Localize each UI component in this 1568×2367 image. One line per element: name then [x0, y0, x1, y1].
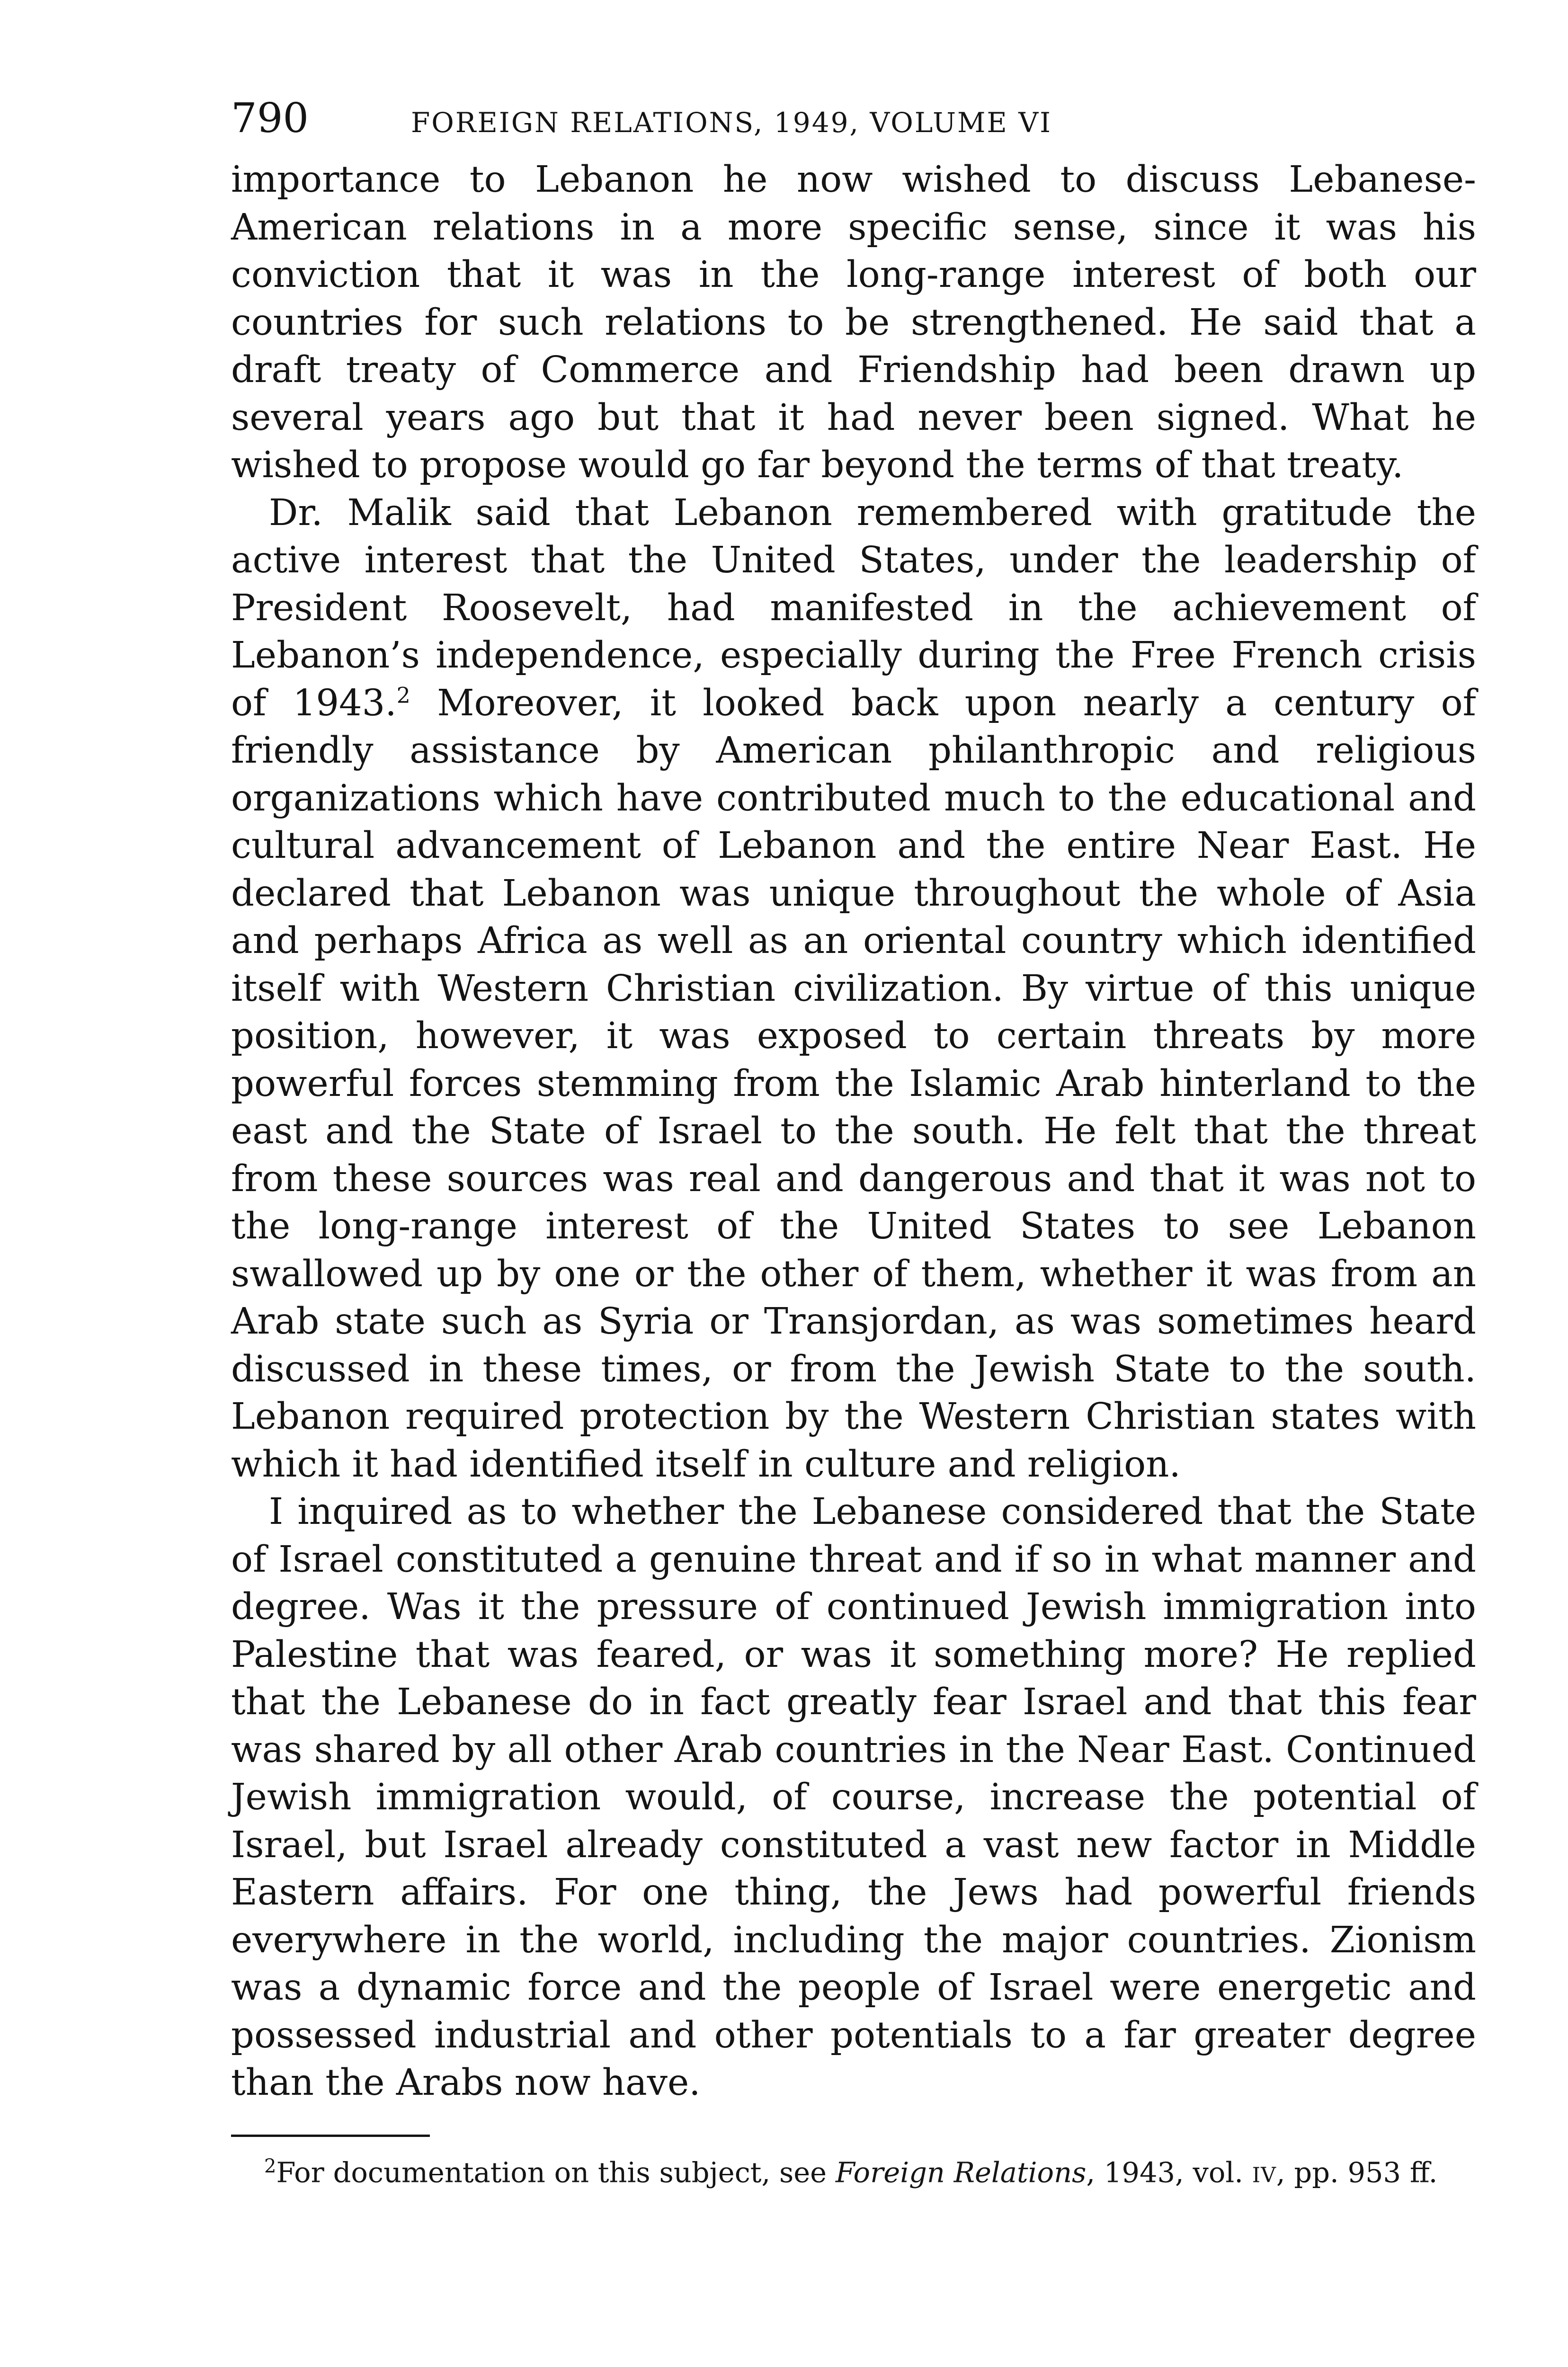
footnote-volume: IV [1252, 2163, 1276, 2188]
footnote-divider [231, 2135, 430, 2137]
body-text [231, 156, 1476, 2107]
page-number: 790 [231, 95, 309, 142]
footnote-text-after: , pp. 953 ff. [1276, 2156, 1438, 2189]
paragraph-2-part-a: Dr. Malik said that Lebanon remembered with gratitude the active interest that the United States, under the leadership of President Roosevelt, had manifested in the achievement of Lebanon’s independence, especially during the Free French crisis of 1943. [231, 491, 1476, 724]
running-head [231, 95, 1476, 156]
document-page [231, 95, 1476, 2194]
paragraph-2 [231, 489, 1476, 1489]
running-title: FOREIGN RELATIONS, 1949, VOLUME VI [411, 107, 1052, 139]
paragraph-1: importance to Lebanon he now wished to discuss Lebanese-American relations in a more specific sense, since it was his conviction that it was in the long-range interest of both our countries for such relations to be strengthened. He said that a draft treaty of Commerce and Friendship had been drawn up several years ago but that it had never been signed. What he wished to propose would go far beyond the terms of that treaty. [231, 159, 1476, 486]
footnote-mark: 2 [264, 2155, 276, 2177]
paragraph-2-part-b: Moreover, it looked back upon nearly a century of friendly assistance by American philanthropic and religious organizations which have contributed much to the educational and cultural advancement of Lebanon and the entire Near East. He declared that Lebanon was unique throughout the whole of Asia and perhaps Africa as well as an oriental country which identified itself with Western Christian civilization. By virtue of this unique position, however, it was exposed to certain threats by more powerful forces stemming from the Islamic Arab hinterland to the east and the State of Israel to the south. He felt that the threat from these sources was real and dangerous and that it was not to the long-range interest of the United States to see Lebanon swallowed up by one or the other of them, whether it was from an Arab state such as Syria or Transjordan, as was sometimes heard discussed in these times, or from the Jewish State to the south. Lebanon required protection by the Western Christian states with which it had identified itself in culture and religion. [231, 682, 1476, 1486]
paragraph-3: I inquired as to whether the Lebanese considered that the State of Israel constituted a genuine threat and if so in what manner and degree. Was it the pressure of continued Jewish immigration into Palestine that was feared, or was it something more? He replied that the Lebanese do in fact greatly fear Israel and that this fear was shared by all other Arab countries in the Near East. Continued Jewish immigration would, of course, increase the potential of Israel, but Israel already constituted a vast new factor in Middle Eastern affairs. For one thing, the Jews had powerful friends everywhere in the world, including the major countries. Zionism was a dynamic force and the people of Israel were energetic and possessed industrial and other potentials to a far greater degree than the Arabs now have. [231, 1491, 1476, 2104]
footnote [231, 2147, 1476, 2195]
footnote-text-middle: , 1943, vol. [1086, 2156, 1252, 2189]
footnote-text-before: For documentation on this subject, see [276, 2156, 836, 2189]
footnote-italic-title: Foreign Relations [835, 2156, 1087, 2189]
footnote-reference-mark: 2 [396, 682, 410, 708]
